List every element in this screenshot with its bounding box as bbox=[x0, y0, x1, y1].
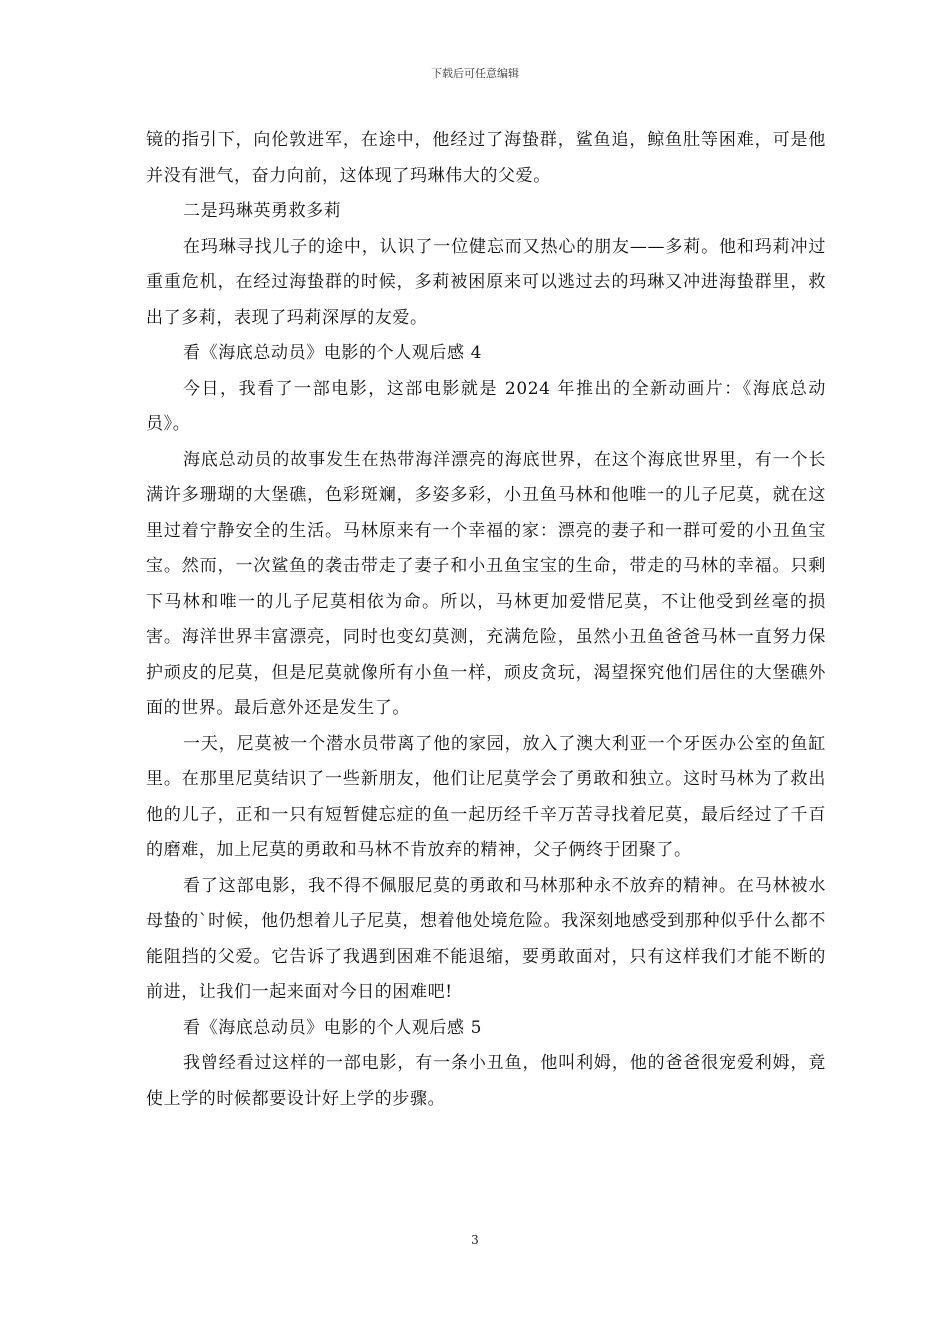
paragraph: 海底总动员的故事发生在热带海洋漂亮的海底世界，在这个海底世界里，有一个长满许多珊瑚的大堡礁，色彩斑斓，多姿多彩，小丑鱼马林和他唯一的儿子尼莫，就在这里过着宁静安全的生活。马林原来有一个幸福的家：漂亮的妻子和一群可爱的小丑鱼宝宝。然而，一次鲨鱼的袭击带走了妻子和小丑鱼宝宝的生命，带走的马林的幸福。只剩下马林和唯一的儿子尼莫相依为命。所以，马林更加爱惜尼莫，不让他受到丝毫的损害。海洋世界丰富漂亮，同时也变幻莫测，充满危险，虽然小丑鱼爸爸马林一直努力保护顽皮的尼莫，但是尼莫就像所有小鱼一样，顽皮贪玩，渴望探究他们居住的大堡礁外面的世界。最后意外还是发生了。 bbox=[146, 449, 826, 718]
paragraph: 镜的指引下，向伦敦进军，在途中，他经过了海蛰群，鲨鱼追，鲸鱼肚等困难，可是他并没有泄气，奋力向前，这体现了玛琳伟大的父爱。 bbox=[146, 130, 826, 186]
page-number: 3 bbox=[471, 1233, 479, 1247]
paragraph: 我曾经看过这样的一部电影，有一条小丑鱼，他叫利姆，他的爸爸很宠爱利姆，竟使上学的时候都要设计好上学的步骤。 bbox=[146, 1053, 826, 1109]
section-heading: 二是玛琳英勇救多莉 bbox=[183, 201, 342, 221]
paragraph: 看了这部电影，我不得不佩服尼莫的勇敢和马林那种永不放弃的精神。在马林被水母蛰的`时候，他仍想着儿子尼莫，想着他处境危险。我深刻地感受到那种似乎什么都不能阻挡的父爱。它告诉了我遇到困难不能退缩，要勇敢面对，只有这样我们才能不断的前进，让我们一起来面对今日的困难吧! bbox=[146, 875, 826, 1002]
paragraph: 今日，我看了一部电影，这部电影就是 2024 年推出的全新动画片：《海底总动员》。 bbox=[146, 378, 826, 434]
section-heading: 看《海底总动员》电影的个人观后感 4 bbox=[183, 343, 483, 363]
paragraph: 在玛琳寻找儿子的途中，认识了一位健忘而又热心的朋友——多莉。他和玛莉冲过重重危机，在经过海蛰群的时候，多莉被困原来可以逃过去的玛琳又冲进海蛰群里，救出了多莉，表现了玛莉深厚的友爱。 bbox=[146, 236, 826, 328]
section-heading: 看《海底总动员》电影的个人观后感 5 bbox=[183, 1017, 483, 1038]
page-header: 下载后可任意编辑 bbox=[431, 67, 519, 80]
document-body bbox=[146, 123, 826, 1117]
paragraph: 一天，尼莫被一个潜水员带离了他的家园，放入了澳大利亚一个牙医办公室的鱼缸里。在那里尼莫结识了一些新朋友，他们让尼莫学会了勇敢和独立。这时马林为了救出他的儿子，正和一只有短暂健忘症的鱼一起历经千辛万苦寻找着尼莫，最后经过了千百的磨难，加上尼莫的勇敢和马林不肯放弃的精神，父子俩终于团聚了。 bbox=[146, 733, 826, 860]
